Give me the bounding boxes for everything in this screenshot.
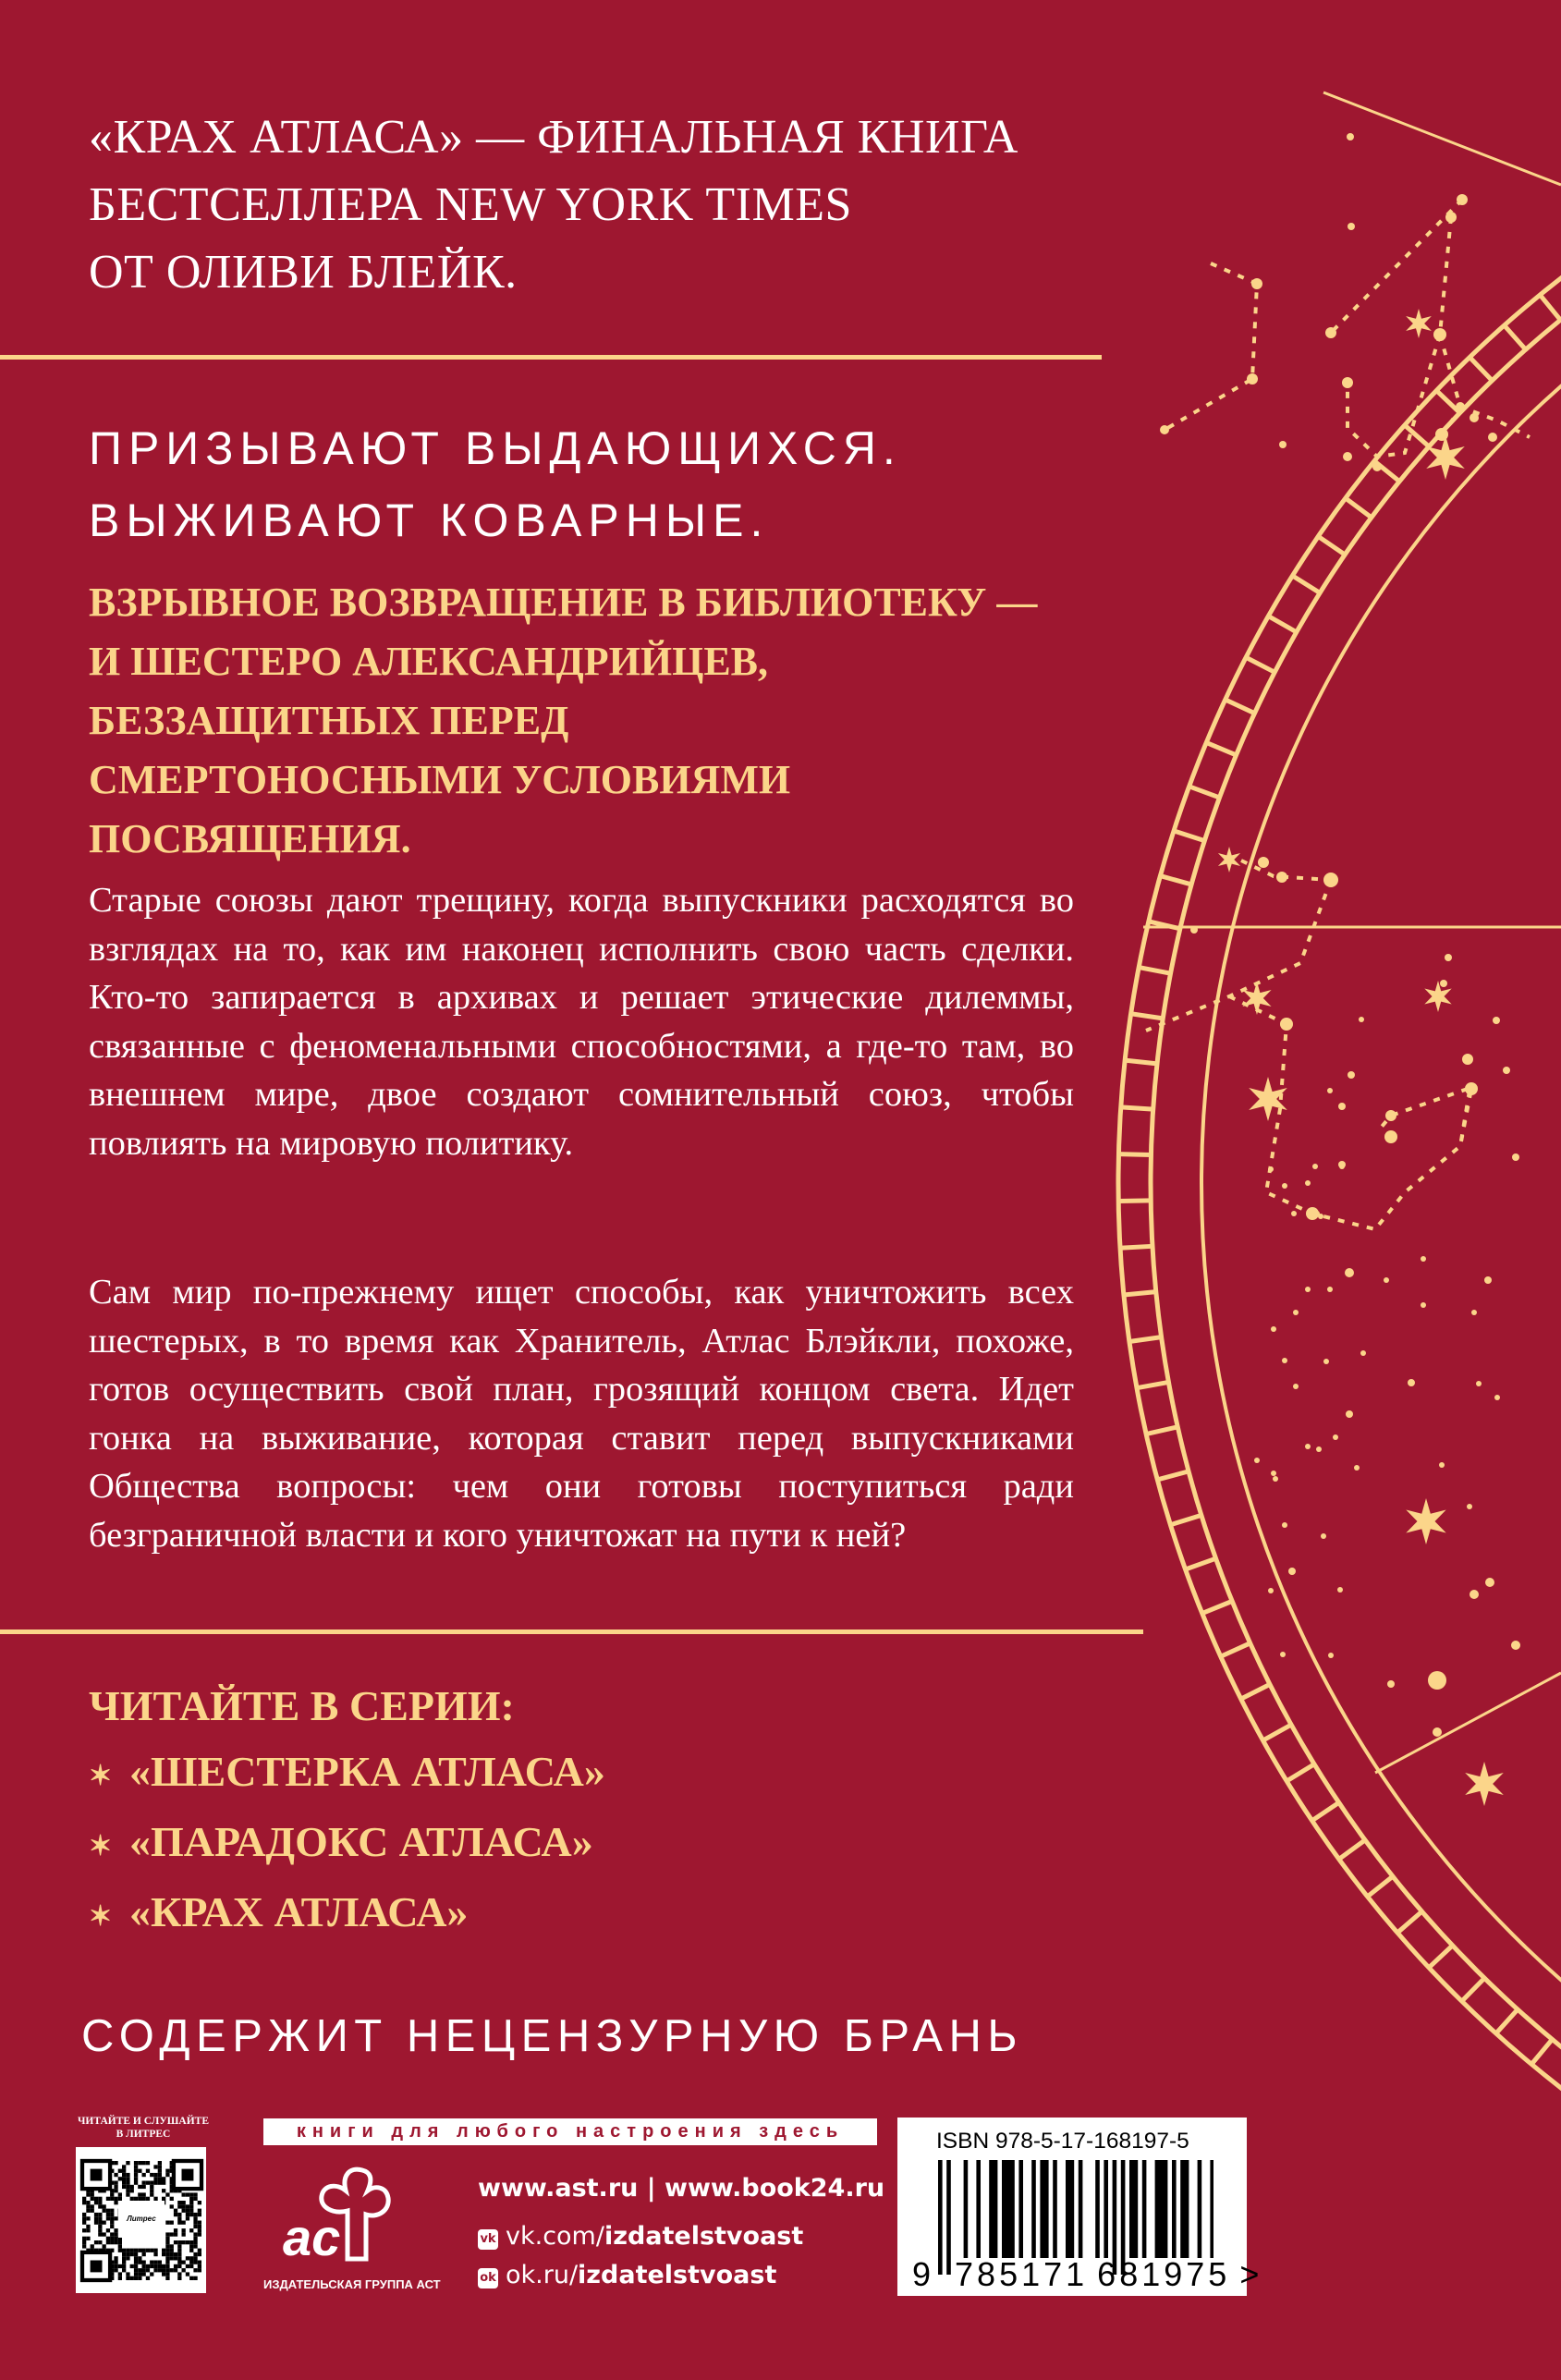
qr-caption: ЧИТАЙТЕ И СЛУШАЙТЕ В ЛИТРЕС (77, 2116, 209, 2140)
description-paragraph-2: Сам мир по-прежнему ищет способы, как уничтожить всех шестерых, в то время как Хранитель, Атлас Блэйкли, похоже, готов осуществить свой план, грозящий концом света. Идет гонка на выживание, которая ставит перед выпускниками Общества вопросы: чем они готовы поступиться ради безграничной власти и кого уничтожат на пути к ней? (89, 1273, 1074, 1555)
publisher-slogan-banner: книги для любого настроения здесь (263, 2118, 877, 2145)
series-item: ✶ «ШЕСТЕРКА АТЛАСА» (89, 1739, 605, 1809)
divider-rule (0, 355, 1102, 360)
tagline-line: ВЫЖИВАЮТ КОВАРНЫЕ. (89, 494, 770, 546)
highlight-line: БЕЗЗАЩИТНЫХ ПЕРЕД (89, 698, 569, 743)
description-paragraph-1: Старые союзы дают трещину, когда выпускники расходятся во взглядах на то, как им наконец исполнить свою часть сделки. Кто-то запирается в архивах и решает этические дилеммы, связанные с феноменальными способностями, а где-то там, во внешнем мире, двое создают сомнительный союз, чтобы повлиять на мировую политику. (89, 881, 1074, 1163)
ast-publisher-logo (277, 2163, 407, 2272)
qr-center-label: Литрес (118, 2201, 165, 2238)
divider-rule (0, 1629, 1143, 1634)
vk-link[interactable]: vk vk.com/izdatelstvoast (478, 2222, 803, 2251)
tagline-line: ПРИЗЫВАЮТ ВЫДАЮЩИХСЯ. (89, 422, 902, 474)
star-bullet-icon: ✶ (89, 1760, 113, 1791)
highlight-line: И ШЕСТЕРО АЛЕКСАНДРИЙЦЕВ, (89, 639, 769, 684)
isbn-number: ISBN 978-5-17-168197-5 (936, 2129, 1189, 2154)
series-item: ✶ «ПАРАДОКС АТЛАСА» (89, 1809, 605, 1879)
highlight-line: СМЕРТОНОСНЫМИ УСЛОВИЯМИ (89, 757, 791, 802)
ean-digits: 9 785171 681975 > (912, 2255, 1263, 2293)
ast-logo-icon (277, 2163, 407, 2272)
lead-line: БЕСТСЕЛЛЕРА NEW YORK TIMES (89, 178, 852, 231)
content-warning: СОДЕРЖИТ НЕЦЕНЗУРНУЮ БРАНЬ (81, 2011, 1024, 2061)
tagline (89, 412, 902, 556)
lead-statement (89, 104, 1018, 306)
vk-icon: vk (478, 2229, 498, 2250)
publisher-name: ИЗДАТЕЛЬСКАЯ ГРУППА АСТ (263, 2277, 441, 2291)
series-heading: ЧИТАЙТЕ В СЕРИИ: (89, 1682, 515, 1729)
highlight-line: ВЗРЫВНОЕ ВОЗВРАЩЕНИЕ В БИБЛИОТЕКУ — (89, 580, 1038, 625)
litres-qr-code[interactable] (76, 2147, 206, 2293)
series-list (89, 1673, 605, 1949)
highlight-blurb (89, 573, 1037, 869)
lead-line: ОТ ОЛИВИ БЛЕЙК. (89, 246, 518, 299)
star-bullet-icon: ✶ (89, 1830, 113, 1861)
series-item: ✶ «КРАХ АТЛАСА» (89, 1879, 605, 1949)
publisher-websites[interactable]: www.ast.ru | www.book24.ru (478, 2174, 885, 2203)
odnoklassniki-icon: ok (478, 2268, 498, 2288)
lead-line: «КРАХ АТЛАСА» — ФИНАЛЬНАЯ КНИГА (89, 111, 1018, 164)
highlight-line: ПОСВЯЩЕНИЯ. (89, 816, 411, 861)
ok-link[interactable]: ok ok.ru/izdatelstvoast (478, 2261, 776, 2289)
star-bullet-icon: ✶ (89, 1900, 113, 1932)
svg-text:ac: ac (283, 2208, 341, 2266)
